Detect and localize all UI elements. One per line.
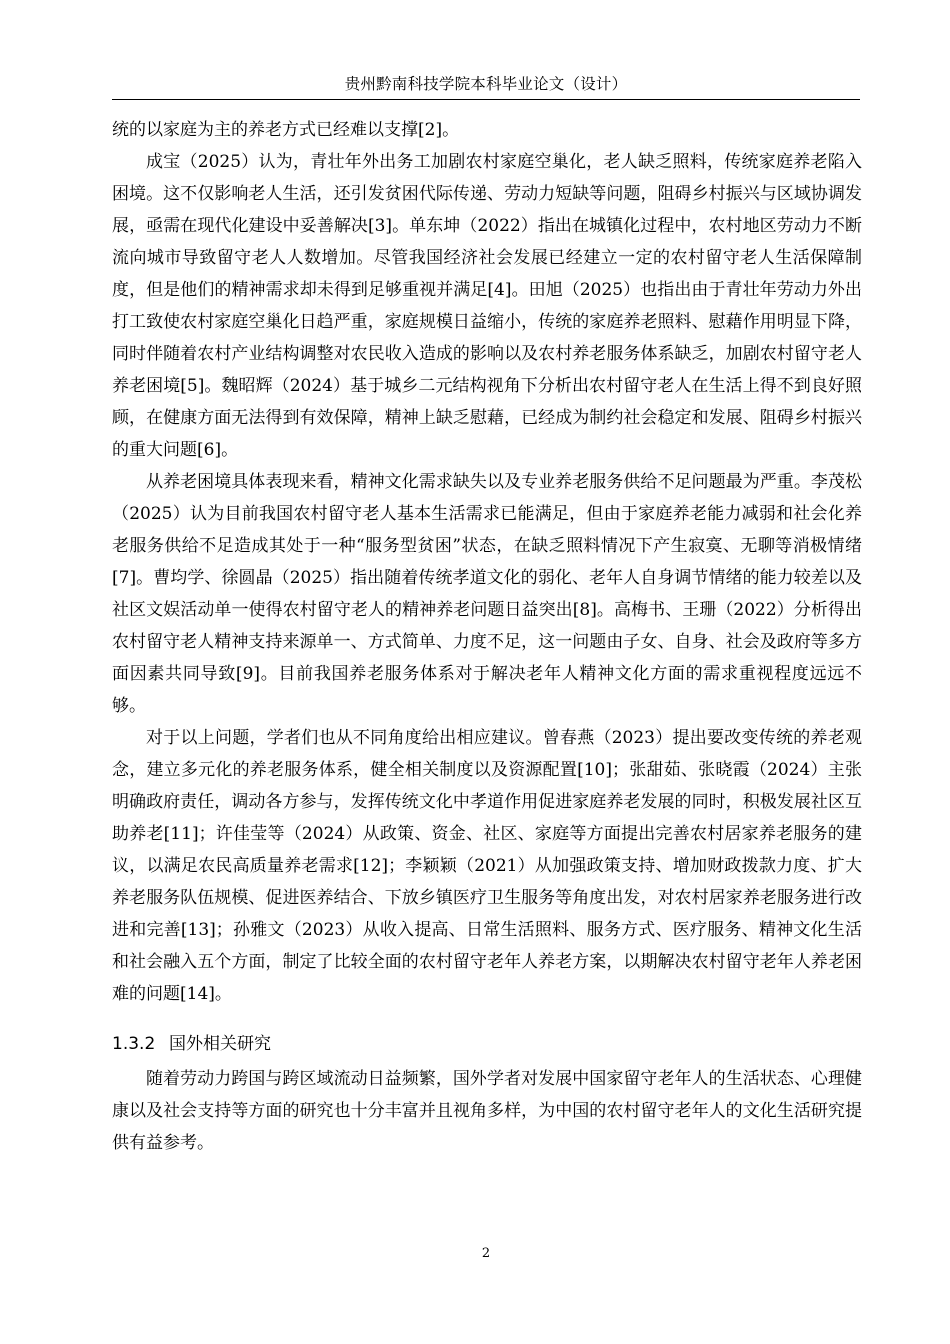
running-header: 贵州黔南科技学院本科毕业论文（设计） [344, 75, 628, 93]
paragraph-continuation: 统的以家庭为主的养老方式已经难以支撑[2]。 [112, 120, 460, 140]
section-heading [112, 1029, 862, 1059]
page-number: 2 [481, 1246, 491, 1261]
section-title: 国外相关研究 [169, 1034, 271, 1054]
paragraph-domestic-research-2: 从养老困境具体表现来看，精神文化需求缺失以及专业养老服务供给不足问题最为严重。李茂松（2025）认为目前我国农村留守老人基本生活需求已能满足，但由于家庭养老能力减弱和社会化养老服务供给不足造成其处于一种“服务型贫困”状态，在缺乏照料情况下产生寂寞、无聊等消极情绪[7]。曹均学、徐圆晶（2025）指出随着传统孝道文化的弱化、老年人自身调节情绪的能力较差以及社区文娱活动单一使得农村留守老人的精神养老问题日益突出[8]。高梅书、王珊（2022）分析得出农村留守老人精神支持来源单一、方式简单、力度不足，这一问题由子女、自身、社会及政府等多方面因素共同导致[9]。目前我国养老服务体系对于解决老年人精神文化方面的需求重视程度远远不够。 [112, 472, 862, 716]
paragraph-foreign-research: 随着劳动力跨国与跨区域流动日益频繁，国外学者对发展中国家留守老年人的生活状态、心理健康以及社会支持等方面的研究也十分丰富并且视角多样，为中国的农村留守老年人的文化生活研究提供有益参考。 [112, 1069, 862, 1153]
section-number: 1.3.2 [112, 1034, 156, 1054]
main-body [112, 114, 862, 1159]
paragraph-domestic-research-1: 成宝（2025）认为，青壮年外出务工加剧农村家庭空巢化，老人缺乏照料，传统家庭养老陷入困境。这不仅影响老人生活，还引发贫困代际传递、劳动力短缺等问题，阻碍乡村振兴与区域协调发展，亟需在现代化建设中妥善解决[3]。单东坤（2022）指出在城镇化过程中，农村地区劳动力不断流向城市导致留守老人人数增加。尽管我国经济社会发展已经建立一定的农村留守老人生活保障制度，但是他们的精神需求却未得到足够重视并满足[4]。田旭（2025）也指出由于青壮年劳动力外出打工致使农村家庭空巢化日趋严重，家庭规模日益缩小，传统的家庭养老照料、慰藉作用明显下降，同时伴随着农村产业结构调整对农民收入造成的影响以及农村养老服务体系缺乏，加剧农村留守老人养老困境[5]。魏昭辉（2024）基于城乡二元结构视角下分析出农村留守老人在生活上得不到良好照顾，在健康方面无法得到有效保障，精神上缺乏慰藉，已经成为制约社会稳定和发展、阻碍乡村振兴的重大问题[6]。 [112, 152, 862, 460]
header-divider [112, 99, 860, 100]
paragraph-domestic-research-3: 对于以上问题，学者们也从不同角度给出相应建议。曾春燕（2023）提出要改变传统的养老观念，建立多元化的养老服务体系，健全相关制度以及资源配置[10]；张甜茹、张晓霞（2024）主张明确政府责任，调动各方参与，发挥传统文化中孝道作用促进家庭养老发展的同时，积极发展社区互助养老[11]；许佳莹等（2024）从政策、资金、社区、家庭等方面提出完善农村居家养老服务的建议，以满足农民高质量养老需求[12]；李颖颖（2021）从加强政策支持、增加财政拨款力度、扩大养老服务队伍规模、促进医养结合、下放乡镇医疗卫生服务等角度出发，对农村居家养老服务进行改进和完善[13]；孙雅文（2023）从收入提高、日常生活照料、服务方式、医疗服务、精神文化生活和社会融入五个方面，制定了比较全面的农村留守老年人养老方案，以期解决农村留守老年人养老困难的问题[14]。 [112, 728, 862, 1004]
